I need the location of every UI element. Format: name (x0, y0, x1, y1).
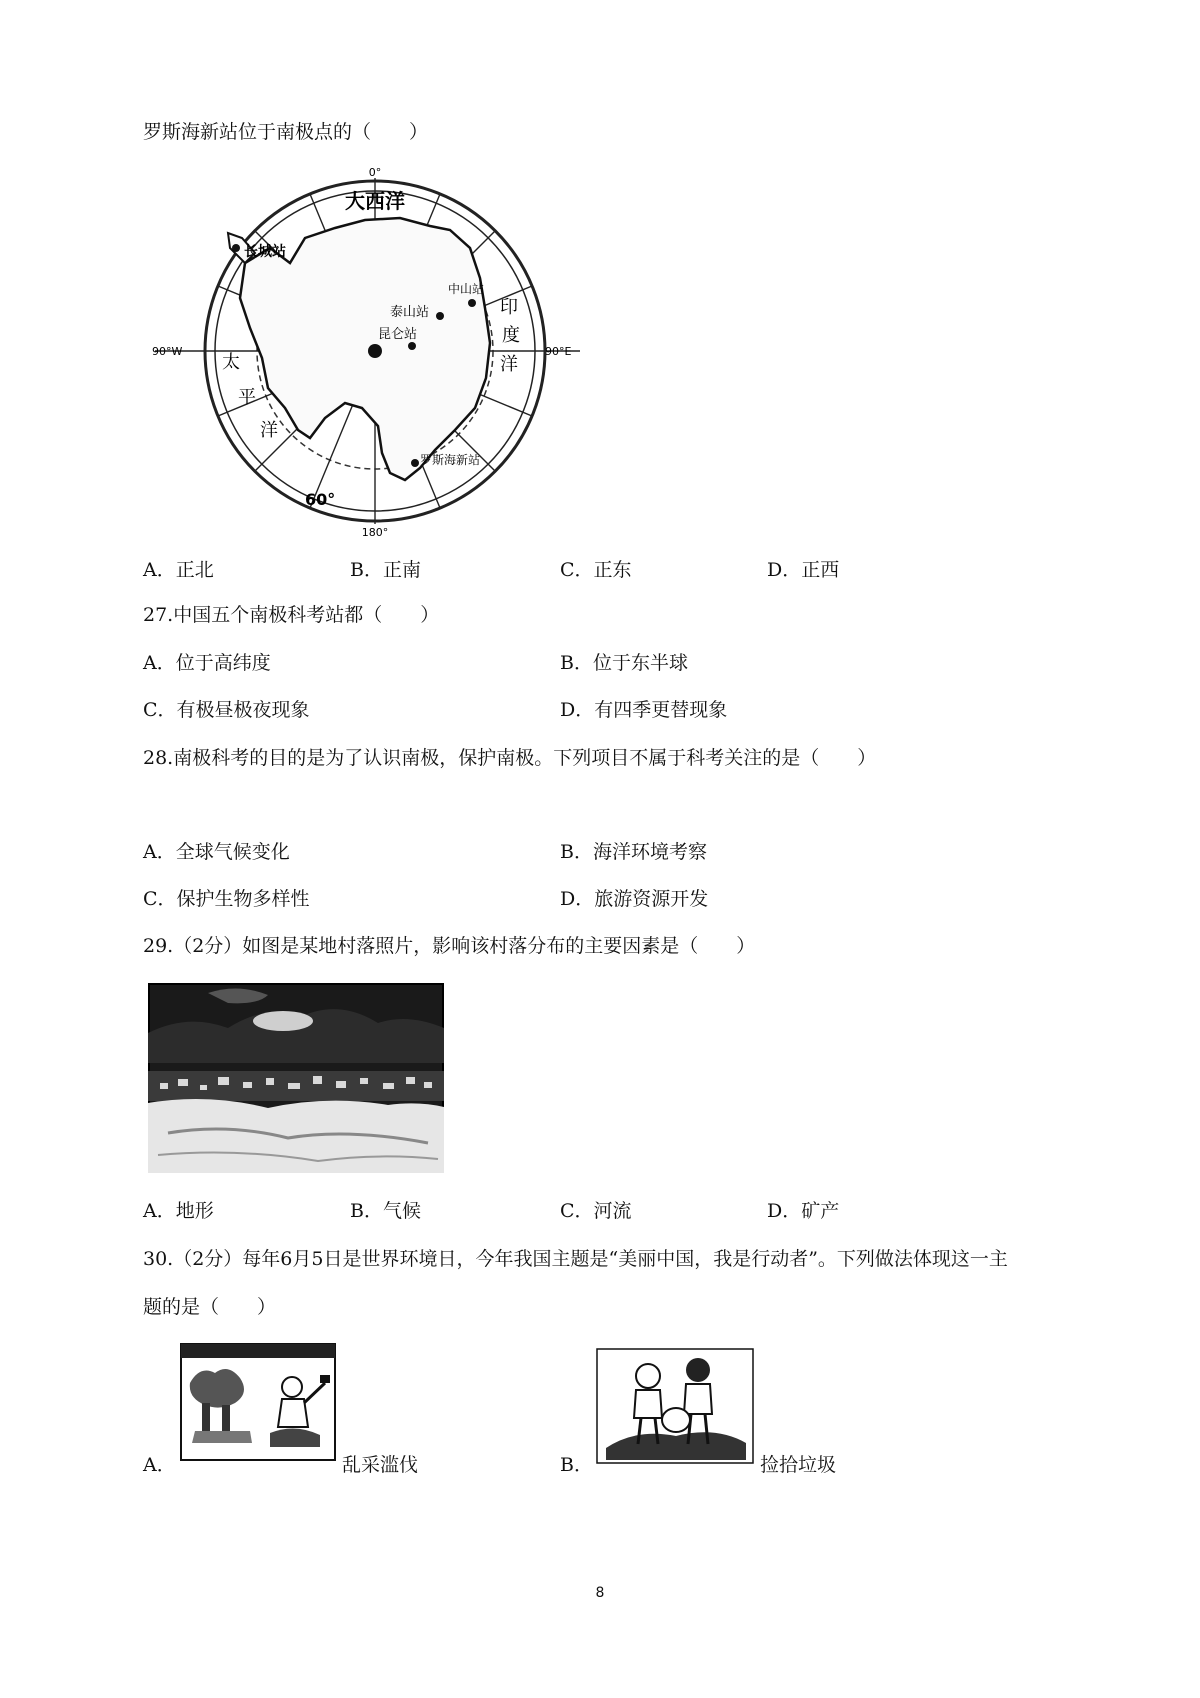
q29-option-a[interactable]: A．地形 (143, 1200, 214, 1222)
station-dot-zhongshan (468, 299, 476, 307)
antarctica-map (150, 168, 590, 538)
map-label-left: 90°W (152, 345, 183, 358)
ocean-right-char-2: 度 (502, 325, 520, 346)
q27-option-a[interactable]: A．位于高纬度 (143, 652, 271, 674)
ocean-left-char-1: 太 (222, 352, 240, 373)
page-number: 8 (595, 1585, 605, 1601)
ocean-left-char-2: 平 (238, 387, 256, 408)
q26-option-a[interactable]: A．正北 (143, 559, 214, 581)
q26-option-c[interactable]: C．正东 (560, 559, 632, 581)
map-label-bottom: 180° (361, 526, 389, 538)
map-label-top: 0° (368, 168, 382, 179)
map-label-right: 90°E (545, 345, 572, 358)
station-dot-kunlun (408, 342, 416, 350)
q28-option-d[interactable]: D．旅游资源开发 (560, 888, 709, 910)
q29-option-d[interactable]: D．矿产 (767, 1200, 840, 1222)
q28-option-a[interactable]: A．全球气候变化 (143, 841, 290, 863)
q30-option-b-text[interactable]: 捡拾垃圾 (760, 1454, 837, 1476)
q30-stem-line2: 题的是（ ） (143, 1296, 277, 1318)
station-dot-rosssea (411, 459, 419, 467)
station-label-taishan: 泰山站 (390, 305, 430, 320)
station-dot-taishan (436, 312, 444, 320)
q29-stem: 29.（2分）如图是某地村落照片，影响该村落分布的主要因素是（ ） (143, 935, 756, 957)
q30-option-a-image[interactable] (180, 1343, 336, 1461)
q28-option-c[interactable]: C．保护生物多样性 (143, 888, 310, 910)
ocean-label-atlantic: 大西洋 (345, 189, 405, 213)
q26-option-d[interactable]: D．正西 (767, 559, 840, 581)
ocean-right-char-3: 洋 (500, 354, 518, 375)
q29-option-b[interactable]: B．气候 (350, 1200, 421, 1222)
station-label-kunlun: 昆仑站 (378, 327, 418, 342)
station-dot-changcheng (232, 244, 240, 252)
q28-stem: 28.南极科考的目的是为了认识南极，保护南极。下列项目不属于科考关注的是（ ） (143, 747, 877, 769)
q27-stem: 27.中国五个南极科考站都（ ） (143, 604, 440, 626)
q29-option-c[interactable]: C．河流 (560, 1200, 632, 1222)
q26-option-b[interactable]: B．正南 (350, 559, 421, 581)
q26-stem: 罗斯海新站位于南极点的（ ） (143, 121, 429, 143)
q27-option-c[interactable]: C．有极昼极夜现象 (143, 699, 310, 721)
south-pole-dot (368, 344, 382, 358)
village-photo (148, 983, 444, 1173)
ocean-right-char-1: 印 (500, 297, 518, 318)
map-label-lat: 60° (305, 490, 336, 509)
q27-option-b[interactable]: B．位于东半球 (560, 652, 688, 674)
q30-stem-line1: 30.（2分）每年6月5日是世界环境日，今年我国主题是“美丽中国，我是行动者”。下列做法体现这一主 (143, 1248, 1008, 1270)
q30-option-a-text[interactable]: 乱采滥伐 (342, 1454, 419, 1476)
q27-option-d[interactable]: D．有四季更替现象 (560, 699, 728, 721)
q30-option-a-letter[interactable]: A． (143, 1454, 176, 1476)
q30-option-b-image[interactable] (596, 1348, 754, 1464)
station-label-rosssea: 罗斯海新站 (420, 453, 481, 467)
station-label-zhongshan: 中山站 (448, 282, 485, 296)
station-label-changcheng: 长城站 (244, 244, 286, 260)
q28-option-b[interactable]: B．海洋环境考察 (560, 841, 707, 863)
q30-option-b-letter[interactable]: B． (560, 1454, 593, 1476)
ocean-left-char-3: 洋 (260, 420, 278, 441)
